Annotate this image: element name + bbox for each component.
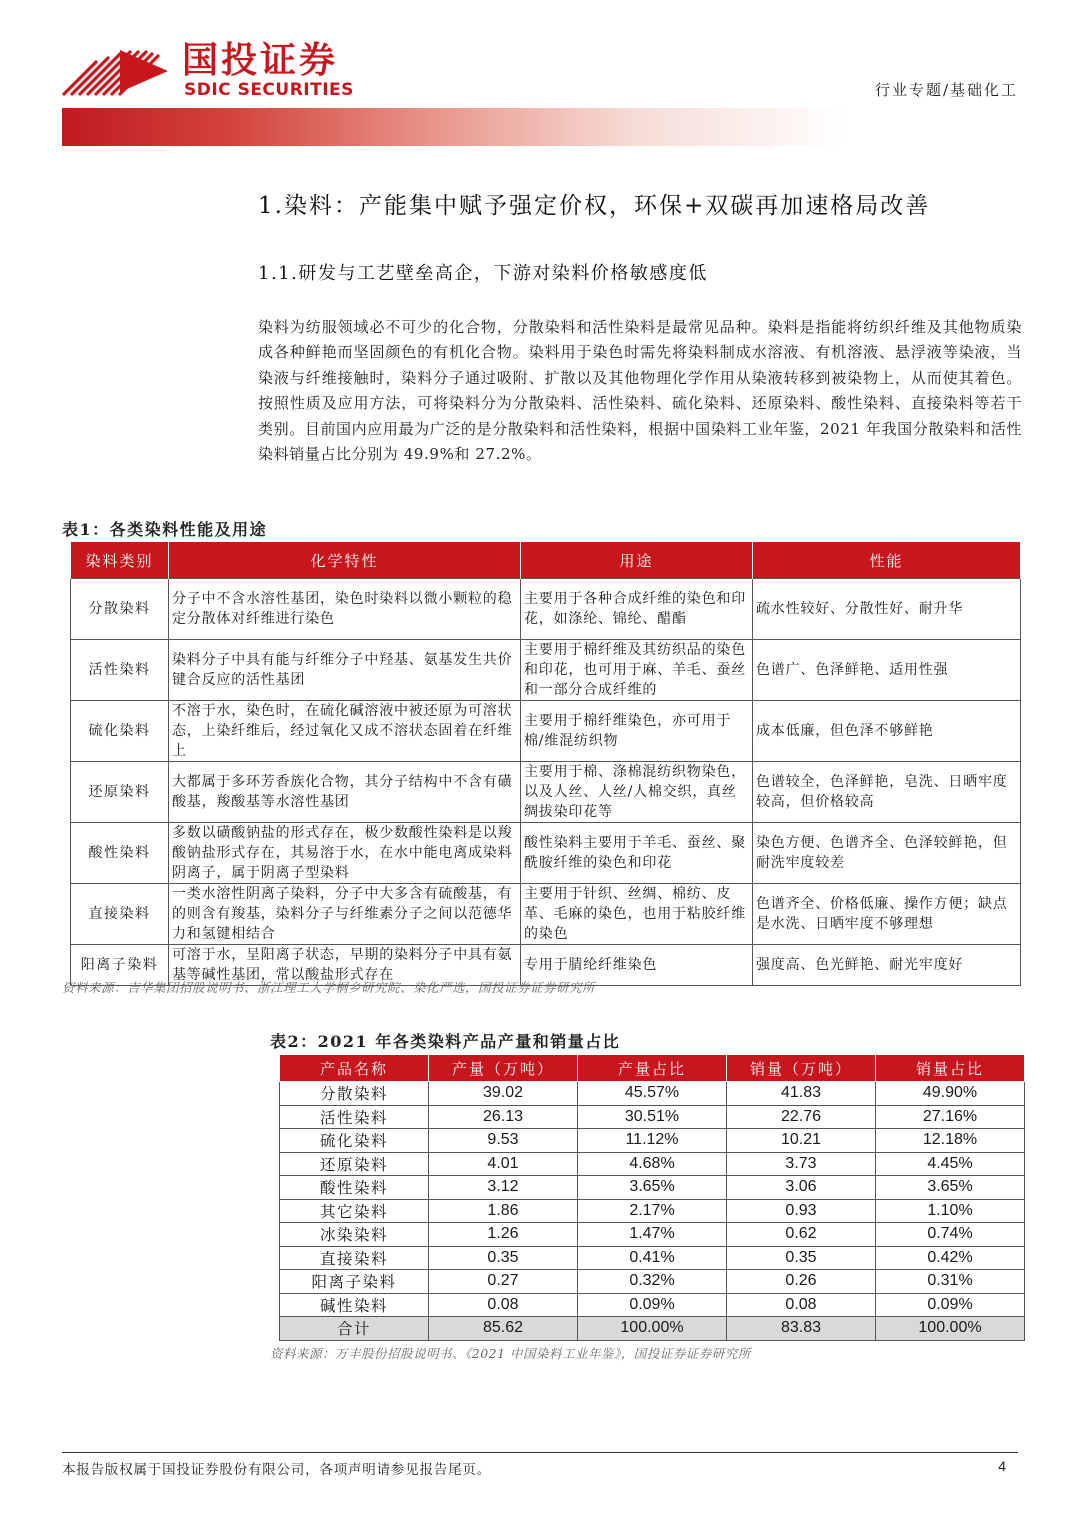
column-header: 产量占比 <box>578 1055 727 1082</box>
dye-category-cell: 直接染料 <box>71 884 169 945</box>
section-title: 1.染料：产能集中赋予强定价权，环保+双碳再加速格局改善 <box>258 193 931 219</box>
brand-name-cn: 国投证券 <box>182 40 339 81</box>
table-cell: 色谱齐全、价格低廉、操作方便；缺点是水洗、日晒牢度不够理想 <box>753 884 1021 945</box>
dye-properties-table <box>70 541 1021 986</box>
value-cell: 4.68% <box>578 1152 727 1176</box>
table-row <box>71 701 1021 762</box>
table-row <box>71 762 1021 823</box>
value-cell: 0.62 <box>727 1223 876 1247</box>
value-cell: 0.08 <box>429 1293 578 1317</box>
dye-category-cell: 还原染料 <box>71 762 169 823</box>
column-header: 染料类别 <box>71 542 169 579</box>
table-row <box>280 1293 1025 1317</box>
column-header: 销量占比 <box>876 1055 1025 1082</box>
value-cell: 85.62 <box>429 1317 578 1341</box>
value-cell: 27.16% <box>876 1105 1025 1129</box>
product-name-cell: 阳离子染料 <box>280 1270 429 1294</box>
value-cell: 10.21 <box>727 1129 876 1153</box>
table-cell: 色谱广、色泽鲜艳、适用性强 <box>753 640 1021 701</box>
value-cell: 0.35 <box>727 1246 876 1270</box>
value-cell: 0.09% <box>578 1293 727 1317</box>
table-cell: 强度高、色光鲜艳、耐光牢度好 <box>753 945 1021 986</box>
header-gradient-band <box>62 108 1018 146</box>
product-name-cell: 酸性染料 <box>280 1176 429 1200</box>
page-number: 4 <box>998 1458 1006 1474</box>
product-name-cell: 分散染料 <box>280 1082 429 1106</box>
table1-source-note: 资料来源：吉华集团招股说明书、浙江理工大学桐乡研究院、染化严选，国投证券证券研究所 <box>62 980 596 995</box>
table-row <box>71 640 1021 701</box>
value-cell: 9.53 <box>429 1129 578 1153</box>
dye-category-cell: 分散染料 <box>71 579 169 640</box>
value-cell: 1.47% <box>578 1223 727 1247</box>
value-cell: 4.45% <box>876 1152 1025 1176</box>
table-row <box>280 1246 1025 1270</box>
dye-category-cell: 活性染料 <box>71 640 169 701</box>
value-cell: 0.74% <box>876 1223 1025 1247</box>
value-cell: 100.00% <box>578 1317 727 1341</box>
value-cell: 0.93 <box>727 1199 876 1223</box>
table-row <box>280 1270 1025 1294</box>
intro-paragraph: 染料为纺服领域必不可少的化合物，分散染料和活性染料是最常见品种。染料是指能将纺织纤维及其他物质染成各种鲜艳而坚固颜色的有机化合物。染料用于染色时需先将染料制成水溶液、有机溶液、悬浮液等染液，当染液与纤维接触时，染料分子通过吸附、扩散以及其他物理化学作用从染液转移到被染物上，从而使其着色。按照性质及应用方法，可将染料分为分散染料、活性染料、硫化染料、还原染料、酸性染料、直接染料等若干类别。目前国内应用最为广泛的是分散染料和活性染料，根据中国染料工业年鉴，2021 年我国分散染料和活性染料销量占比分别为 49.9%和 27.2%。 <box>258 318 1022 464</box>
value-cell: 0.32% <box>578 1270 727 1294</box>
product-name-cell: 硫化染料 <box>280 1129 429 1153</box>
value-cell: 11.12% <box>578 1129 727 1153</box>
report-category-tag: 行业专题/基础化工 <box>874 81 1018 99</box>
product-name-cell: 直接染料 <box>280 1246 429 1270</box>
value-cell: 41.83 <box>727 1082 876 1106</box>
table-cell: 主要用于各种合成纤维的染色和印花，如涤纶、锦纶、醋酯 <box>521 579 753 640</box>
table-row <box>280 1223 1025 1247</box>
dye-category-cell: 酸性染料 <box>71 823 169 884</box>
table-cell: 不溶于水，染色时，在硫化碱溶液中被还原为可溶状态，上染纤维后，经过氧化又成不溶状态固着在纤维上 <box>169 701 521 762</box>
value-cell: 0.09% <box>876 1293 1025 1317</box>
table-row <box>280 1082 1025 1106</box>
footer-disclaimer: 本报告版权属于国投证券股份有限公司，各项声明请参见报告尾页。 <box>62 1462 491 1478</box>
value-cell: 0.08 <box>727 1293 876 1317</box>
value-cell: 49.90% <box>876 1082 1025 1106</box>
dye-output-sales-table <box>279 1054 1025 1341</box>
value-cell: 4.01 <box>429 1152 578 1176</box>
product-name-cell: 还原染料 <box>280 1152 429 1176</box>
column-header: 化学特性 <box>169 542 521 579</box>
column-header: 产品名称 <box>280 1055 429 1082</box>
value-cell: 0.41% <box>578 1246 727 1270</box>
table-row <box>280 1176 1025 1200</box>
dye-category-cell: 阳离子染料 <box>71 945 169 986</box>
table-cell: 可溶于水，呈阳离子状态，早期的染料分子中具有氨基等碱性基团，常以酸盐形式存在 <box>169 945 521 986</box>
table-cell: 酸性染料主要用于羊毛、蚕丝、聚酰胺纤维的染色和印花 <box>521 823 753 884</box>
value-cell: 45.57% <box>578 1082 727 1106</box>
value-cell: 0.35 <box>429 1246 578 1270</box>
table-row <box>280 1199 1025 1223</box>
subsection-title: 1.1.研发与工艺壁垒高企，下游对染料价格敏感度低 <box>258 263 708 284</box>
value-cell: 22.76 <box>727 1105 876 1129</box>
table2-title: 表2：2021 年各类染料产品产量和销量占比 <box>270 1032 621 1051</box>
table-cell: 成本低廉，但色泽不够鲜艳 <box>753 701 1021 762</box>
product-name-cell: 冰染染料 <box>280 1223 429 1247</box>
table-header-row <box>71 542 1021 579</box>
table-cell: 专用于腈纶纤维染色 <box>521 945 753 986</box>
dye-category-cell: 硫化染料 <box>71 701 169 762</box>
value-cell: 30.51% <box>578 1105 727 1129</box>
table-cell: 一类水溶性阴离子染料，分子中大多含有硫酸基，有的则含有羧基，染料分子与纤维素分子之间以范德华力和氢键相结合 <box>169 884 521 945</box>
table-row <box>71 884 1021 945</box>
table-header-row <box>280 1055 1025 1082</box>
table-cell: 主要用于棉纤维及其纺织品的染色和印花，也可用于麻、羊毛、蚕丝和一部分合成纤维的 <box>521 640 753 701</box>
table2-source-note: 资料来源：万丰股份招股说明书、《2021 中国染料工业年鉴》，国投证券证券研究所 <box>270 1346 751 1361</box>
value-cell: 3.12 <box>429 1176 578 1200</box>
product-name-cell: 碱性染料 <box>280 1293 429 1317</box>
value-cell: 1.26 <box>429 1223 578 1247</box>
column-header: 销量（万吨） <box>727 1055 876 1082</box>
value-cell: 3.65% <box>578 1176 727 1200</box>
table-cell: 大都属于多环芳香族化合物，其分子结构中不含有磺酸基，羧酸基等水溶性基团 <box>169 762 521 823</box>
value-cell: 0.42% <box>876 1246 1025 1270</box>
table-cell: 主要用于棉纤维染色，亦可用于棉/维混纺织物 <box>521 701 753 762</box>
product-name-cell: 其它染料 <box>280 1199 429 1223</box>
column-header: 性能 <box>753 542 1021 579</box>
value-cell: 26.13 <box>429 1105 578 1129</box>
table-cell: 染料分子中具有能与纤维分子中羟基、氨基发生共价键合反应的活性基团 <box>169 640 521 701</box>
product-name-cell: 合计 <box>280 1317 429 1341</box>
table-row <box>280 1152 1025 1176</box>
table-cell: 主要用于棉、涤棉混纺织物染色，以及人丝、人丝/人棉交织，真丝绸拔染印花等 <box>521 762 753 823</box>
footer-divider <box>62 1452 1018 1453</box>
value-cell: 2.17% <box>578 1199 727 1223</box>
table-row <box>280 1105 1025 1129</box>
table-cell: 多数以磺酸钠盐的形式存在，极少数酸性染料是以羧酸钠盐形式存在，其易溶于水，在水中能电离成染料阴离子，属于阴离子型染料 <box>169 823 521 884</box>
value-cell: 1.10% <box>876 1199 1025 1223</box>
value-cell: 39.02 <box>429 1082 578 1106</box>
table-cell: 染色方便、色谱齐全、色泽较鲜艳，但耐洗牢度较差 <box>753 823 1021 884</box>
table-row <box>71 579 1021 640</box>
value-cell: 0.27 <box>429 1270 578 1294</box>
value-cell: 3.06 <box>727 1176 876 1200</box>
value-cell: 100.00% <box>876 1317 1025 1341</box>
value-cell: 3.65% <box>876 1176 1025 1200</box>
table-row <box>280 1129 1025 1153</box>
value-cell: 3.73 <box>727 1152 876 1176</box>
table-row <box>71 823 1021 884</box>
value-cell: 1.86 <box>429 1199 578 1223</box>
value-cell: 83.83 <box>727 1317 876 1341</box>
table-cell: 色谱较全，色泽鲜艳，皂洗、日晒牢度较高，但价格较高 <box>753 762 1021 823</box>
table1-title: 表1：各类染料性能及用途 <box>62 520 268 539</box>
sdic-logo-icon <box>60 44 172 98</box>
value-cell: 0.31% <box>876 1270 1025 1294</box>
column-header: 用途 <box>521 542 753 579</box>
total-row <box>280 1317 1025 1341</box>
table-cell: 主要用于针织、丝绸、棉纺、皮革、毛麻的染色，也用于粘胶纤维的染色 <box>521 884 753 945</box>
table-cell: 疏水性较好、分散性好、耐升华 <box>753 579 1021 640</box>
table-cell: 分子中不含水溶性基团，染色时染料以微小颗粒的稳定分散体对纤维进行染色 <box>169 579 521 640</box>
brand-name-en: SDIC SECURITIES <box>184 80 354 100</box>
column-header: 产量（万吨） <box>429 1055 578 1082</box>
value-cell: 0.26 <box>727 1270 876 1294</box>
value-cell: 12.18% <box>876 1129 1025 1153</box>
product-name-cell: 活性染料 <box>280 1105 429 1129</box>
